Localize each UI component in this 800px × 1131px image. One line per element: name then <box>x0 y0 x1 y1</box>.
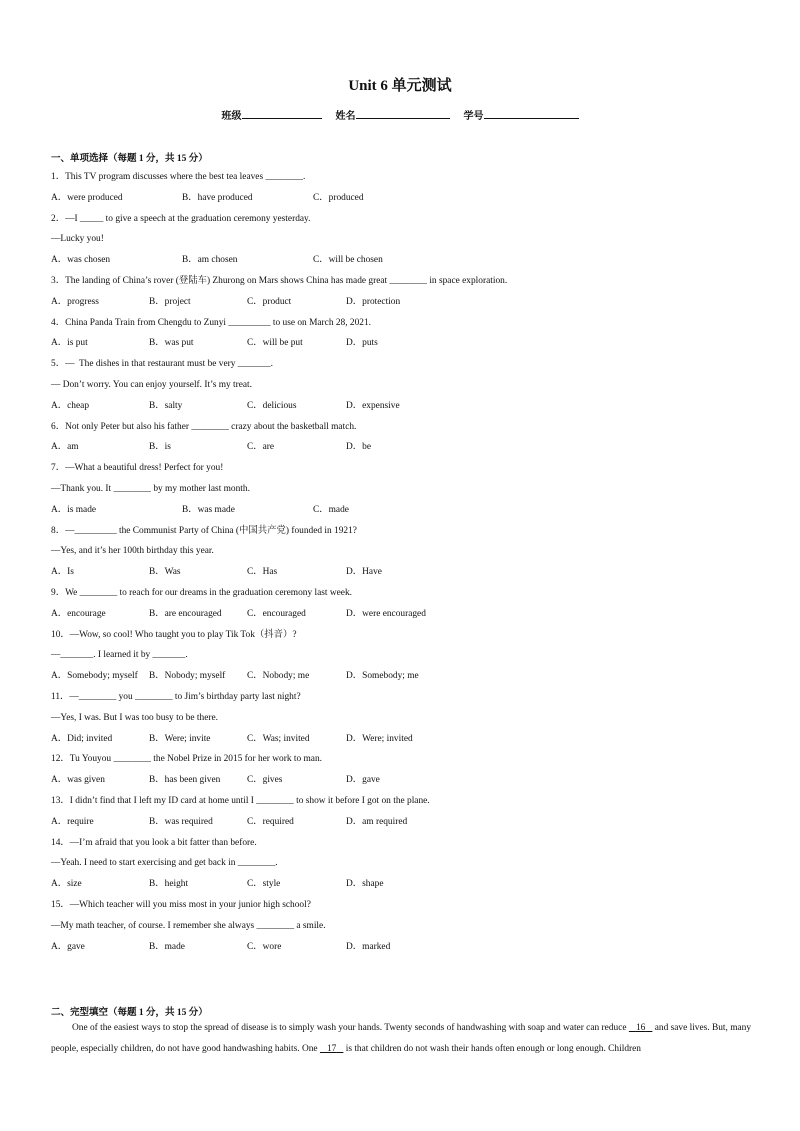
option-a[interactable]: A．Did; invited <box>51 733 113 744</box>
option-b[interactable]: B．am chosen <box>182 255 238 266</box>
question-stem: 15．—Which teacher will you miss most in your junior high school? <box>51 900 311 910</box>
option-c[interactable]: C．encouraged <box>247 608 306 619</box>
question-dialogue-line: —Thank you. It ________ by my mother last month. <box>51 484 250 494</box>
id-label: 学号 <box>463 111 484 122</box>
option-a[interactable]: A．cheap <box>51 400 90 411</box>
option-b[interactable]: B．was made <box>182 504 235 515</box>
question-dialogue-line: —My math teacher, of course. I remember she always ________ a smile. <box>51 920 326 931</box>
question-stem: 3．The landing of China’s rover (登陆车) Zhurong on Mars shows China has made great ________ in space exploration. <box>51 276 508 286</box>
question-stem: 4．China Panda Train from Chengdu to Zunyi _________ to use on March 28, 2021. <box>51 317 372 328</box>
id-blank[interactable] <box>484 110 579 119</box>
question-dialogue-line: —_______. I learned it by _______. <box>51 650 188 661</box>
class-label: 班级 <box>221 111 242 122</box>
question-stem: 7．—What a beautiful dress! Perfect for you! <box>51 463 224 474</box>
class-blank[interactable] <box>242 110 322 119</box>
question-stem: 6．Not only Peter but also his father ________ crazy about the basketball match. <box>51 421 357 432</box>
option-a[interactable]: A．require <box>51 816 94 827</box>
option-a[interactable]: A．was given <box>51 775 105 786</box>
question-dialogue-line: — Don’t worry. You can enjoy yourself. It’s my treat. <box>51 380 253 390</box>
option-b[interactable]: B．Were; invite <box>149 733 211 744</box>
question-stem: 13．I didn’t find that I left my ID card at home until I ________ to show it before I got on the plane. <box>51 796 430 806</box>
option-a[interactable]: A．were produced <box>51 192 123 203</box>
option-c[interactable]: C．will be put <box>247 338 303 349</box>
question-stem: 9．We ________ to reach for our dreams in the graduation ceremony last week. <box>51 588 352 598</box>
option-b[interactable]: B．project <box>149 296 191 307</box>
question-stem: 11．—________ you ________ to Jim’s birthday party last night? <box>51 692 301 702</box>
option-d[interactable]: D．am required <box>346 816 408 827</box>
option-b[interactable]: B．was required <box>149 816 213 827</box>
question-stem: 1．This TV program discusses where the best tea leaves ________. <box>51 172 306 182</box>
option-a[interactable]: A．is made <box>51 504 97 515</box>
option-c[interactable]: C．produced <box>313 192 364 203</box>
option-c[interactable]: C．will be chosen <box>313 255 383 266</box>
option-b[interactable]: B．has been given <box>149 775 221 786</box>
name-blank[interactable] <box>356 110 450 119</box>
option-c[interactable]: C．made <box>313 504 349 515</box>
option-c[interactable]: C．Nobody; me <box>247 671 310 682</box>
question-stem: 10．—Wow, so cool! Who taught you to play Tik Tok（抖音）? <box>51 629 297 640</box>
option-a[interactable]: A．was chosen <box>51 255 111 266</box>
option-b[interactable]: B．are encouraged <box>149 608 222 619</box>
option-c[interactable]: C．product <box>247 296 292 307</box>
option-a[interactable]: A．am <box>51 442 79 453</box>
option-b[interactable]: B．was put <box>149 338 194 349</box>
option-c[interactable]: C．wore <box>247 941 282 952</box>
option-a[interactable]: A．Somebody; myself <box>51 671 138 682</box>
option-a[interactable]: A．is put <box>51 338 88 349</box>
option-c[interactable]: C．style <box>247 879 281 890</box>
option-a[interactable]: A．gave <box>51 941 85 952</box>
option-a[interactable]: A．progress <box>51 296 99 307</box>
question-dialogue-line: —Yeah. I need to start exercising and get back in ________. <box>51 858 278 869</box>
option-d[interactable]: D．gave <box>346 775 380 786</box>
option-d[interactable]: D．Somebody; me <box>346 671 419 682</box>
option-d[interactable]: D．were encouraged <box>346 608 426 619</box>
question-stem: 8．—_________ the Communist Party of China (中国共产党) founded in 1921? <box>51 525 357 536</box>
option-b[interactable]: B．height <box>149 879 189 890</box>
question-dialogue-line: —Yes, I was. But I was too busy to be there. <box>51 712 218 723</box>
cloze-blank-16[interactable]: 16 <box>635 1023 646 1033</box>
option-d[interactable]: D．marked <box>346 941 391 952</box>
option-c[interactable]: C．Has <box>247 567 278 578</box>
option-b[interactable]: B．have produced <box>182 192 253 203</box>
option-a[interactable]: A．encourage <box>51 608 106 619</box>
cloze-blank-17[interactable]: 17 <box>326 1044 337 1054</box>
question-stem: 14．—I’m afraid that you look a bit fatter than before. <box>51 837 257 848</box>
student-info-line <box>0 107 800 122</box>
option-d[interactable]: D．be <box>346 442 371 453</box>
option-b[interactable]: B．is <box>149 442 171 453</box>
page-title: Unit 6 单元测试 <box>348 78 452 94</box>
passage-text-1: One of the easiest ways to stop the spread of disease is to simply wash your hands. Twenty seconds of handwashing with soap and water can reduce <box>72 1023 627 1033</box>
passage-text-3: is that children do not wash their hands often enough or long enough. Children <box>345 1044 641 1054</box>
question-stem: 2．—I _____ to give a speech at the graduation ceremony yesterday. <box>51 213 311 224</box>
option-c[interactable]: C．delicious <box>247 400 297 411</box>
option-a[interactable]: A．size <box>51 879 82 890</box>
name-label: 姓名 <box>335 111 356 122</box>
section1-heading: 一、单项选择（每题 1 分，共 15 分） <box>51 154 208 164</box>
question-dialogue-line: —Lucky you! <box>51 234 104 245</box>
option-b[interactable]: B．salty <box>149 400 183 411</box>
option-d[interactable]: D．expensive <box>346 400 400 411</box>
option-a[interactable]: A．Is <box>51 567 74 578</box>
passage-text-2: and save lives. But, many people, especially children, do not have good handwashing habits. One <box>51 1023 752 1054</box>
option-d[interactable]: D．Were; invited <box>346 733 413 744</box>
option-b[interactable]: B．Was <box>149 567 181 578</box>
section2-heading: 二、完型填空（每题 1 分，共 15 分） <box>51 1008 208 1018</box>
question-stem: 5．— The dishes in that restaurant must be very _______. <box>51 359 273 370</box>
question-dialogue-line: —Yes, and it’s her 100th birthday this year. <box>51 546 214 557</box>
option-c[interactable]: C．Was; invited <box>247 733 310 744</box>
option-d[interactable]: D．puts <box>346 338 378 349</box>
option-d[interactable]: D．protection <box>346 296 401 307</box>
cloze-passage <box>51 1018 751 1060</box>
option-b[interactable]: B．made <box>149 941 185 952</box>
option-d[interactable]: D．shape <box>346 879 384 890</box>
option-d[interactable]: D．Have <box>346 567 382 578</box>
option-c[interactable]: C．are <box>247 442 275 453</box>
option-c[interactable]: C．required <box>247 816 294 827</box>
option-c[interactable]: C．gives <box>247 775 283 786</box>
option-b[interactable]: B．Nobody; myself <box>149 671 226 682</box>
question-stem: 12．Tu Youyou ________ the Nobel Prize in 2015 for her work to man. <box>51 754 322 765</box>
